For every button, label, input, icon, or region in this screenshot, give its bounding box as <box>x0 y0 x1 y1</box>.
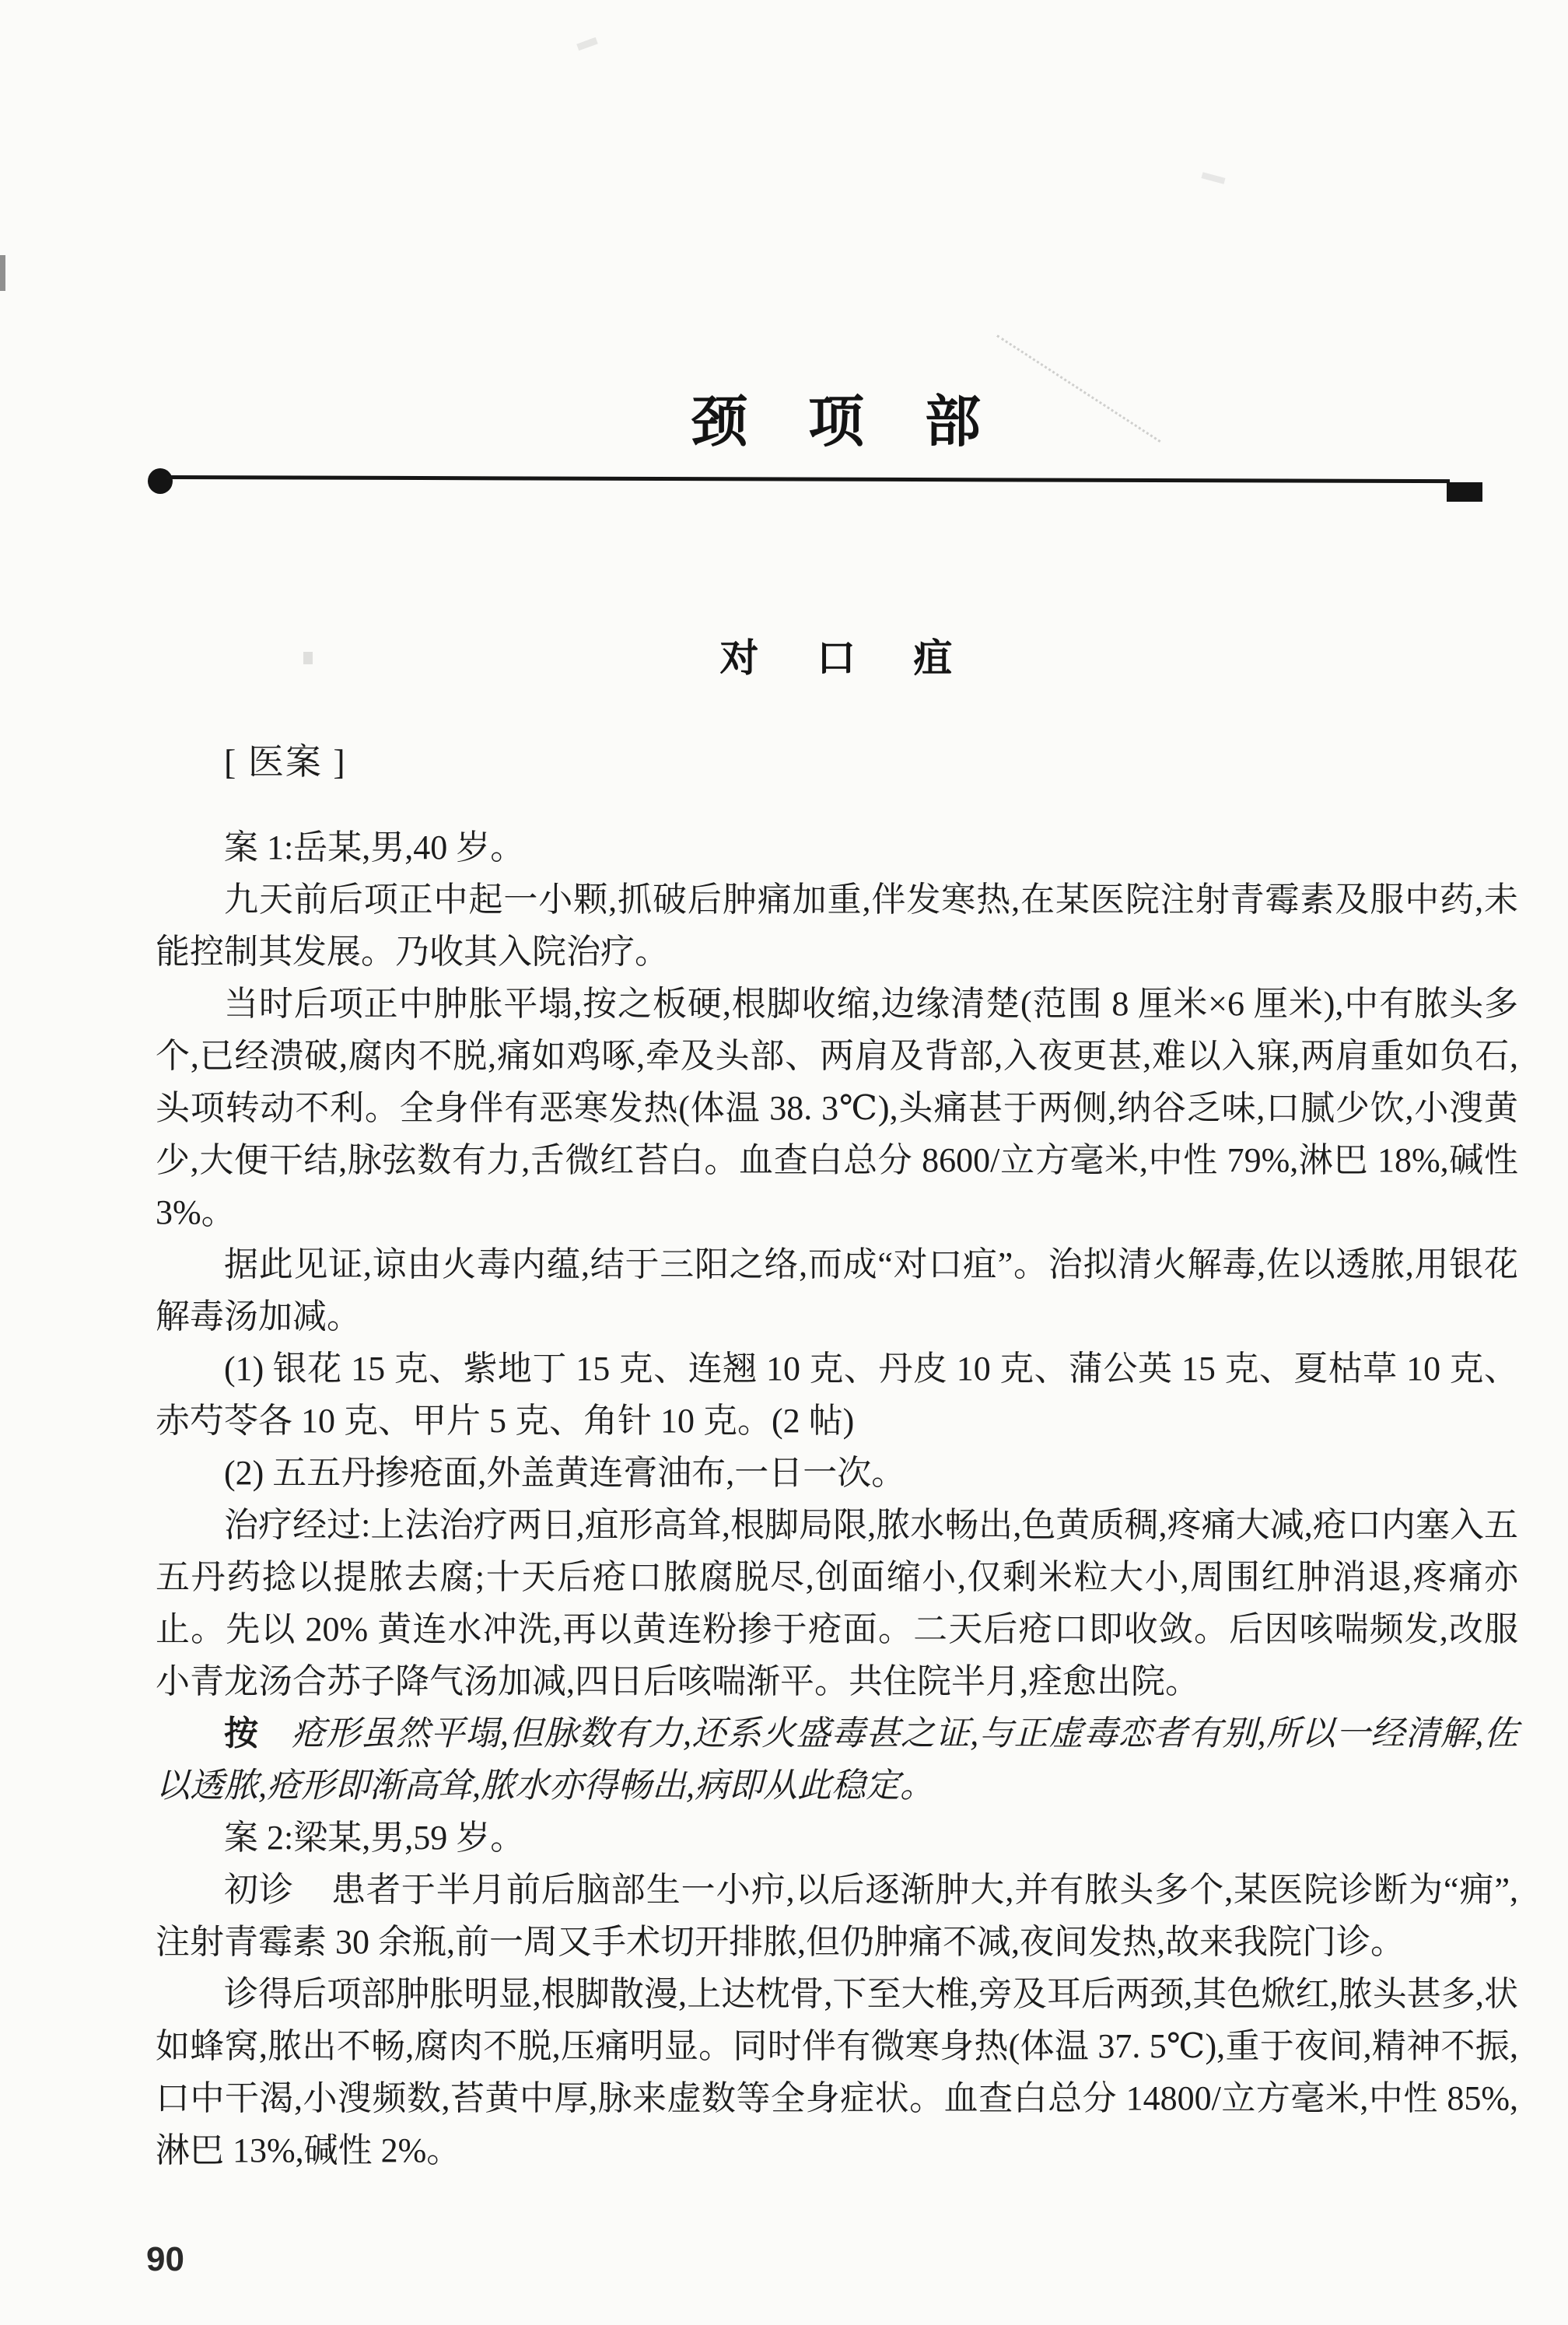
case2-first-visit <box>156 1864 1518 1968</box>
case2-examination: 诊得后项部肿胀明显,根脚散漫,上达枕骨,下至大椎,旁及耳后两颈,其色焮红,脓头甚多,状如蜂窝,脓出不畅,腐肉不脱,压痛明显。同时伴有微寒身热(体温 37. 5℃),重于夜间,精神不振,口中干渴,小溲频数,苔黄中厚,脉来虚数等全身症状。血查白总分 14800/立方毫米,中性 85%,淋巴 13%,碱性 2%。 <box>156 1975 1518 2169</box>
divider-square-ornament <box>1447 482 1482 502</box>
case1-prescription-1: (1) 银花 15 克、紫地丁 15 克、连翘 10 克、丹皮 10 克、蒲公英 15 克、夏枯草 10 克、赤芍苓各 10 克、甲片 5 克、角针 10 克。(2 帖) <box>156 1350 1518 1440</box>
body-text <box>156 821 1518 2176</box>
first-visit-text: 患者于半月前后脑部生一小疖,以后逐渐肿大,并有脓头多个,某医院诊断为“痈”,注射青霉素 30 余瓶,前一周又手术切开排脓,但仍肿痛不减,夜间发热,故来我院门诊。 <box>156 1871 1519 1961</box>
divider-dot-ornament <box>148 468 173 494</box>
case1-intro: 案 1:岳某,男,40 岁。 <box>224 828 525 867</box>
case1-commentary <box>156 1707 1518 1812</box>
case2-intro: 案 2:梁某,男,59 岁。 <box>224 1819 525 1857</box>
commentary-label: 按 <box>224 1714 259 1753</box>
page-number: 90 <box>146 2240 184 2278</box>
divider-rule <box>166 475 1450 483</box>
section-title: 对 口 疽 <box>719 636 953 680</box>
case1-diagnosis: 据此见证,谅由火毒内蕴,结于三阳之络,而成“对口疽”。治拟清火解毒,佐以透脓,用银花解毒汤加减。 <box>156 1245 1518 1336</box>
case1-history: 九天前后项正中起一小颗,抓破后肿痛加重,伴发寒热,在某医院注射青霉素及服中药,未能控制其发展。乃收其入院治疗。 <box>156 881 1518 971</box>
first-visit-label: 初诊 <box>224 1871 294 1909</box>
scan-artifact <box>1201 172 1225 184</box>
chapter-title: 颈 项 部 <box>691 391 981 453</box>
case1-examination: 当时后项正中肿胀平塌,按之板硬,根脚收缩,边缘清楚(范围 8 厘米×6 厘米),中有脓头多个,已经溃破,腐肉不脱,痛如鸡啄,牵及头部、两肩及背部,入夜更甚,难以入寐,两肩重如负石,头项转动不利。全身伴有恶寒发热(体温 38. 3℃),头痛甚于两侧,纳谷乏味,口腻少饮,小溲黄少,大便干结,脉弦数有力,舌微红苔白。血查白总分 8600/立方毫米,中性 79%,淋巴 18%,碱性 3%。 <box>156 985 1518 1231</box>
scan-artifact <box>576 37 598 51</box>
case1-prescription-2: (2) 五五丹掺疮面,外盖黄连膏油布,一日一次。 <box>224 1454 906 1492</box>
commentary-text: 疮形虽然平塌,但脉数有力,还系火盛毒甚之证,与正虚毒恋者有别,所以一经清解,佐以透脓,疮形即渐高耸,脓水亦得畅出,病即从此稳定。 <box>156 1714 1519 1805</box>
case-records-heading: [ 医案 ] <box>224 742 347 782</box>
scan-artifact <box>0 255 5 291</box>
case1-treatment-course: 治疗经过:上法治疗两日,疽形高耸,根脚局限,脓水畅出,色黄质稠,疼痛大减,疮口内塞入五五丹药捻以提脓去腐;十天后疮口脓腐脱尽,创面缩小,仅剩米粒大小,周围红肿消退,疼痛亦止。先以 20% 黄连水冲洗,再以黄连粉掺于疮面。二天后疮口即收敛。后因咳喘频发,改服小青龙汤合苏子降气汤加减,四日后咳喘渐平。共住院半月,痊愈出院。 <box>156 1506 1518 1700</box>
